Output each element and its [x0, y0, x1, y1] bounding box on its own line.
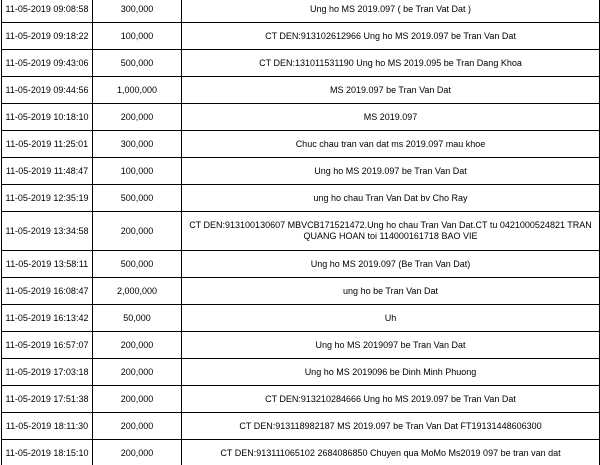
table-row [2, 386, 600, 413]
datetime-cell: 11-05-2019 09:08:58 [2, 0, 93, 23]
table-row [2, 104, 600, 131]
amount-cell: 500,000 [93, 50, 182, 77]
amount-cell: 50,000 [93, 305, 182, 332]
amount-cell: 200,000 [93, 104, 182, 131]
table-row [2, 212, 600, 251]
description-cell: Ung ho MS 2019097 be Tran Van Dat [182, 332, 600, 359]
table-row [2, 158, 600, 185]
datetime-cell: 11-05-2019 09:18:22 [2, 23, 93, 50]
datetime-cell: 11-05-2019 11:48:47 [2, 158, 93, 185]
table-row [2, 440, 600, 465]
table-row [2, 77, 600, 104]
table-row [2, 131, 600, 158]
table-row [2, 359, 600, 386]
datetime-cell: 11-05-2019 13:34:58 [2, 212, 93, 251]
amount-cell: 200,000 [93, 359, 182, 386]
description-cell: CT DEN:913210284666 Ung ho MS 2019.097 be Tran Van Dat [182, 386, 600, 413]
amount-cell: 200,000 [93, 440, 182, 465]
transaction-table [1, 0, 600, 465]
table-row [2, 413, 600, 440]
description-cell: MS 2019.097 be Tran Van Dat [182, 77, 600, 104]
description-cell: Ung ho MS 2019.097 ( be Tran Vat Dat ) [182, 0, 600, 23]
amount-cell: 100,000 [93, 23, 182, 50]
description-cell: Uh [182, 305, 600, 332]
table-row [2, 305, 600, 332]
description-cell: CT DEN:913100130607 MBVCB171521472.Ung ho chau Tran Van Dat.CT tu 0421000524821 TRAN QUANG HOAN toi 114000161718 BAO VIE [182, 212, 600, 251]
datetime-cell: 11-05-2019 12:35:19 [2, 185, 93, 212]
table-row [2, 23, 600, 50]
amount-cell: 100,000 [93, 158, 182, 185]
transaction-table-body [2, 0, 600, 465]
amount-cell: 200,000 [93, 413, 182, 440]
datetime-cell: 11-05-2019 18:11:30 [2, 413, 93, 440]
datetime-cell: 11-05-2019 17:03:18 [2, 359, 93, 386]
description-cell: CT DEN:913111065102 2684086850 Chuyen qua MoMo Ms2019 097 be tran van dat [182, 440, 600, 465]
datetime-cell: 11-05-2019 13:58:11 [2, 251, 93, 278]
amount-cell: 200,000 [93, 212, 182, 251]
datetime-cell: 11-05-2019 16:08:47 [2, 278, 93, 305]
description-cell: CT DEN:131011531190 Ung ho MS 2019.095 be Tran Dang Khoa [182, 50, 600, 77]
description-cell: Ung ho MS 2019.097 be Tran Van Dat [182, 158, 600, 185]
datetime-cell: 11-05-2019 18:15:10 [2, 440, 93, 465]
table-row [2, 278, 600, 305]
amount-cell: 200,000 [93, 386, 182, 413]
amount-cell: 300,000 [93, 131, 182, 158]
amount-cell: 2,000,000 [93, 278, 182, 305]
datetime-cell: 11-05-2019 10:18:10 [2, 104, 93, 131]
table-row [2, 50, 600, 77]
amount-cell: 200,000 [93, 332, 182, 359]
description-cell: ung ho chau Tran Van Dat bv Cho Ray [182, 185, 600, 212]
table-row [2, 185, 600, 212]
description-cell: CT DEN:913102612966 Ung ho MS 2019.097 be Tran Van Dat [182, 23, 600, 50]
description-cell: Ung ho MS 2019.097 (Be Tran Van Dat) [182, 251, 600, 278]
amount-cell: 500,000 [93, 185, 182, 212]
amount-cell: 500,000 [93, 251, 182, 278]
datetime-cell: 11-05-2019 09:43:06 [2, 50, 93, 77]
datetime-cell: 11-05-2019 11:25:01 [2, 131, 93, 158]
datetime-cell: 11-05-2019 16:13:42 [2, 305, 93, 332]
description-cell: ung ho be Tran Van Dat [182, 278, 600, 305]
amount-cell: 1,000,000 [93, 77, 182, 104]
amount-cell: 300,000 [93, 0, 182, 23]
description-cell: Ung ho MS 2019096 be Dinh Minh Phuong [182, 359, 600, 386]
description-cell: Chuc chau tran van dat ms 2019.097 mau khoe [182, 131, 600, 158]
datetime-cell: 11-05-2019 09:44:56 [2, 77, 93, 104]
table-row [2, 0, 600, 23]
datetime-cell: 11-05-2019 16:57:07 [2, 332, 93, 359]
datetime-cell: 11-05-2019 17:51:38 [2, 386, 93, 413]
description-cell: CT DEN:913118982187 MS 2019.097 be Tran Van Dat FT19131448606300 [182, 413, 600, 440]
description-cell: MS 2019.097 [182, 104, 600, 131]
table-row [2, 251, 600, 278]
table-row [2, 332, 600, 359]
